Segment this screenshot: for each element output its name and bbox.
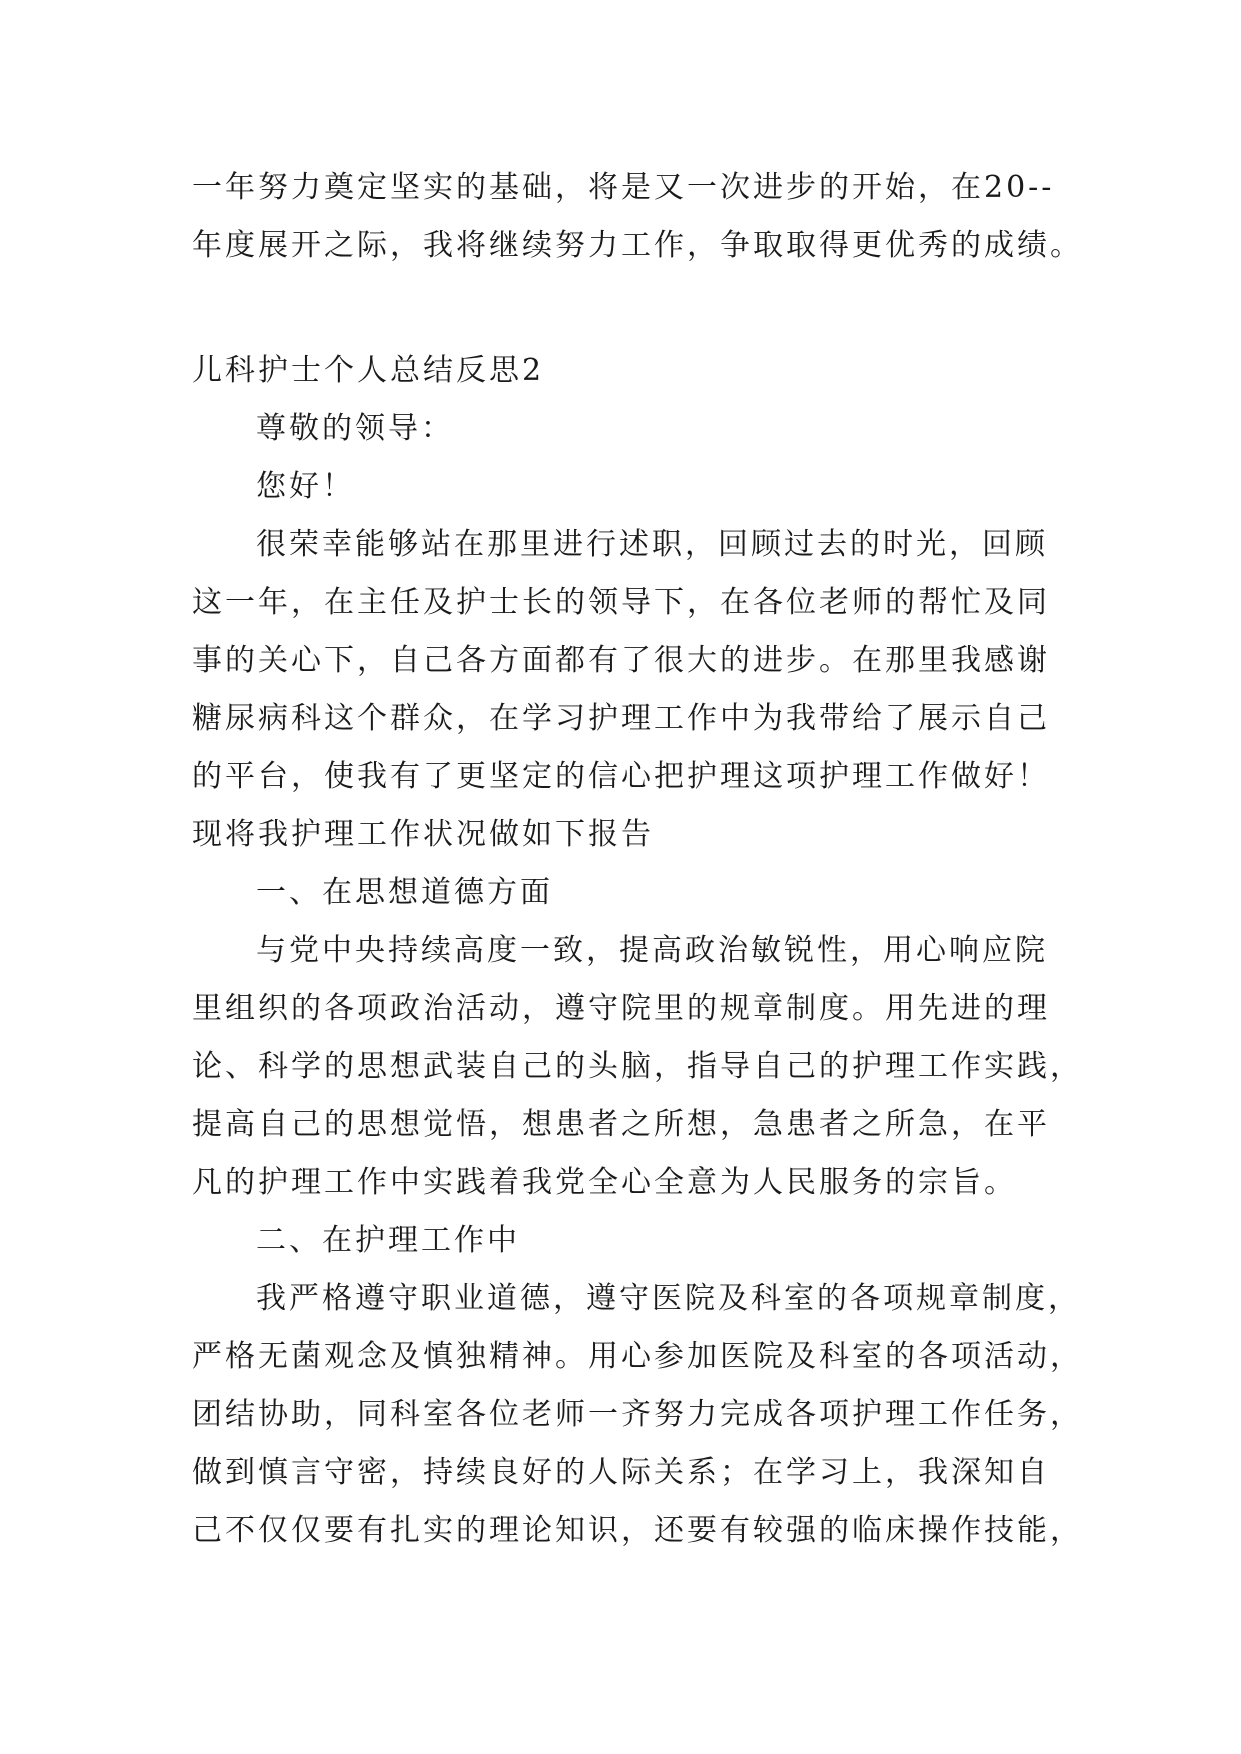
text-line: 己不仅仅要有扎实的理论知识，还要有较强的临床操作技能， bbox=[192, 1513, 1083, 1548]
text-line: 这一年，在主任及护士长的领导下，在各位老师的帮忙及同 bbox=[192, 585, 1050, 620]
text-line: 做到慎言守密，持续良好的人际关系；在学习上，我深知自 bbox=[192, 1455, 1050, 1490]
heading-nursing-work: 二、在护理工作中 bbox=[256, 1223, 520, 1258]
text-line: 一年努力奠定坚实的基础，将是又一次进步的开始，在20-- bbox=[192, 170, 1055, 205]
text-line: 提高自己的思想觉悟，想患者之所想，急患者之所急，在平 bbox=[192, 1107, 1050, 1142]
salutation: 尊敬的领导： bbox=[256, 411, 454, 446]
text-line: 团结协助，同科室各位老师一齐努力完成各项护理工作任务， bbox=[192, 1397, 1083, 1432]
text-line: 的平台，使我有了更坚定的信心把护理这项护理工作做好！ bbox=[192, 759, 1050, 794]
intro-paragraph bbox=[192, 159, 1083, 275]
text-line: 论、科学的思想武装自己的头脑，指导自己的护理工作实践， bbox=[192, 1049, 1083, 1084]
text-line: 里组织的各项政治活动，遵守院里的规章制度。用先进的理 bbox=[192, 991, 1050, 1026]
text-line: 严格无菌观念及慎独精神。用心参加医院及科室的各项活动， bbox=[192, 1339, 1083, 1374]
section-title: 儿科护士个人总结反思2 bbox=[192, 353, 545, 388]
greeting: 您好！ bbox=[256, 469, 355, 504]
text-line: 事的关心下，自己各方面都有了很大的进步。在那里我感谢 bbox=[192, 643, 1050, 678]
text-line: 我严格遵守职业道德，遵守医院及科室的各项规章制度， bbox=[256, 1281, 1081, 1316]
report-body bbox=[192, 342, 1083, 1560]
text-line: 年度展开之际，我将继续努力工作，争取取得更优秀的成绩。 bbox=[192, 228, 1083, 263]
text-line: 现将我护理工作状况做如下报告 bbox=[192, 817, 654, 852]
text-line: 与党中央持续高度一致，提高政治敏锐性，用心响应院 bbox=[256, 933, 1048, 968]
heading-ideology: 一、在思想道德方面 bbox=[256, 875, 553, 910]
text-line: 凡的护理工作中实践着我党全心全意为人民服务的宗旨。 bbox=[192, 1165, 1017, 1200]
text-line: 很荣幸能够站在那里进行述职，回顾过去的时光，回顾 bbox=[256, 527, 1048, 562]
text-line: 糖尿病科这个群众，在学习护理工作中为我带给了展示自己 bbox=[192, 701, 1050, 736]
